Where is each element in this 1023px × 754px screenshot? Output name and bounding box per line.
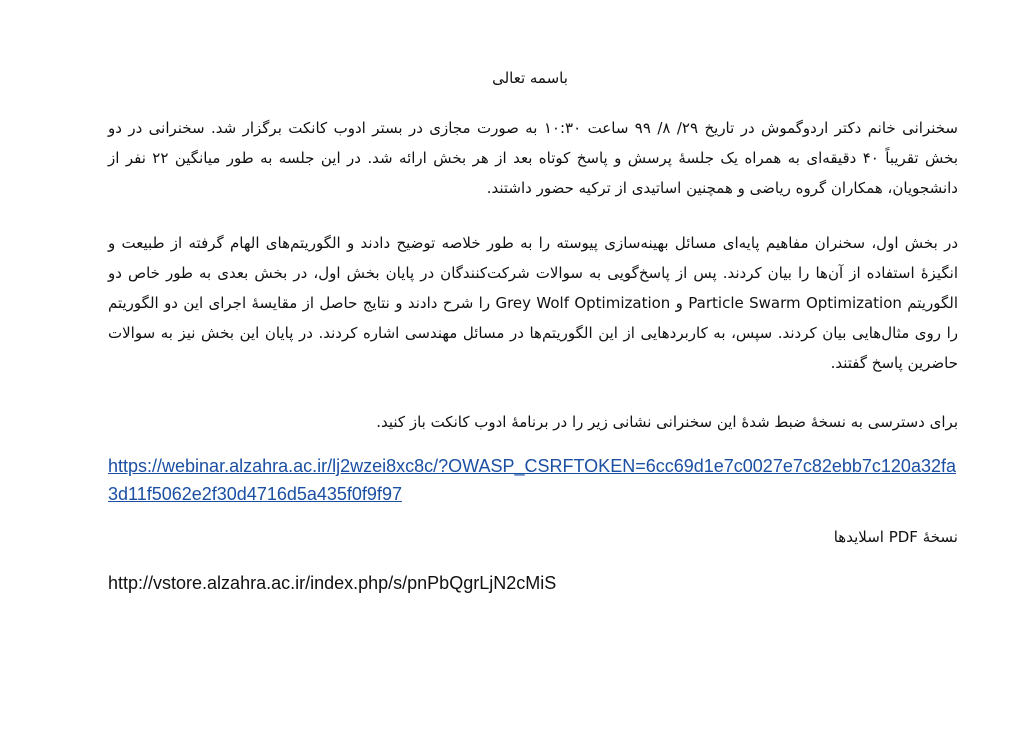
paragraph-session-summary: سخنرانی خانم دکتر اردوگموش در تاریخ ۲۹/ ۸/ ۹۹ ساعت ۱۰:۳۰ به صورت مجازی در بستر ادوب کانکت برگزار شد. سخنرانی در دو بخش تقریباً ۴۰ دقیقه‌ای به همراه یک جلسهٔ پرسش و پاسخ کوتاه بعد از هر بخش ارائه شد. در این جلسه به طور میانگین ۲۲ نفر از دانشجویان، همکاران گروه ریاضی و همچنین اساتیدی از ترکیه حضور داشتند. <box>108 119 958 197</box>
paragraph-talk-content: در بخش اول، سخنران مفاهیم پایه‌ای مسائل بهینه‌سازی پیوسته را به طور خلاصه توضیح دادند و الگوریتم‌های الهام گرفته از طبیعت و انگیزهٔ استفاده از آن‌ها را بیان کردند. پس از پاسخ‌گویی به سوالات شرکت‌کنندگان در پایان بخش اول، در بخش بعدی به طور خاص دو الگوریتم Particle Swarm Optimization و Grey Wolf Optimization را شرح دادند و نتایج حاصل از مقایسهٔ اجرای این دو الگوریتم را روی مثال‌هایی بیان کردند. سپس، به کاربردهایی از این الگوریتم‌ها در مسائل مهندسی اشاره کردند. در پایان این بخش نیز به سوالات حاضرین پاسخ گفتند. <box>108 234 958 372</box>
slides-url: http://vstore.alzahra.ac.ir/index.php/s/pnPbQgrLjN2cMiS <box>108 573 557 593</box>
document-title: باسمه تعالی <box>492 69 568 87</box>
slides-pdf-label: نسخهٔ PDF اسلایدها <box>833 528 958 546</box>
paragraph-recording-access: برای دسترسی به نسخهٔ ضبط شدهٔ این سخنرانی نشانی زیر را در برنامهٔ ادوب کانکت باز کنید. <box>376 413 958 431</box>
recording-link[interactable]: https://webinar.alzahra.ac.ir/lj2wzei8xc8c/?OWASP_CSRFTOKEN=6cc69d1e7c0027e7c82ebb7c120a32fa3d11f5062e2f30d4716d5a435f0f9f97 <box>108 456 956 504</box>
